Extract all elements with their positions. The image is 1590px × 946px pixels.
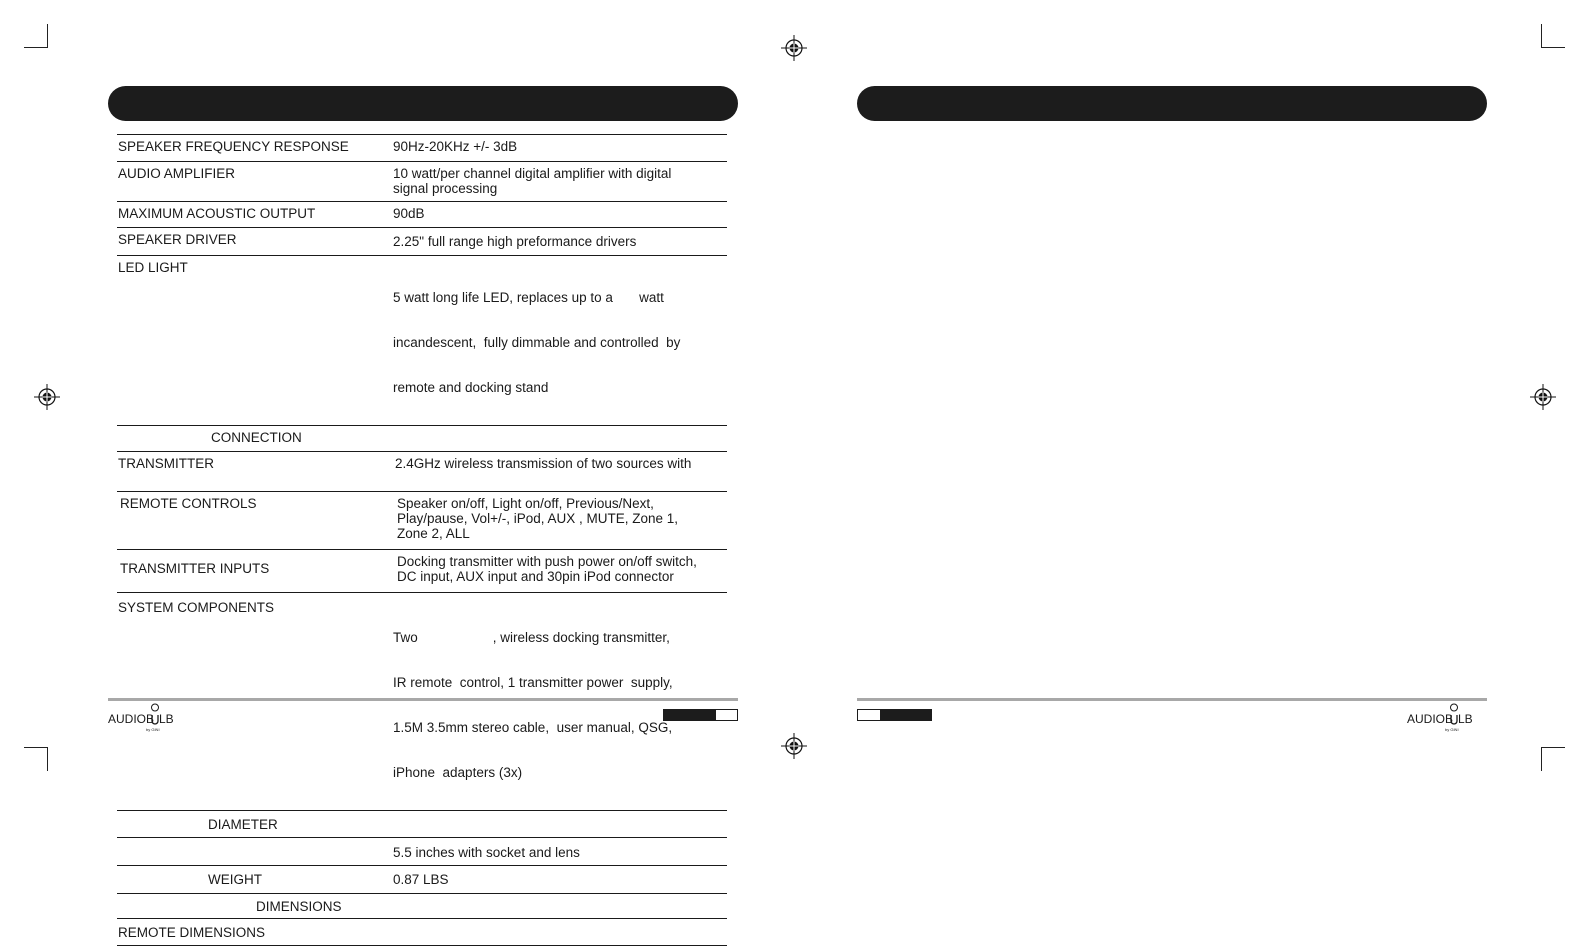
spec-value: 2.4GHz wireless transmission of two sources with — [395, 456, 692, 471]
audiobulb-logo — [1407, 703, 1487, 735]
section-heading: DIAMETER — [208, 817, 278, 832]
svg-text:AUDIOB: AUDIOB — [1407, 712, 1454, 726]
spec-label: REMOTE CONTROLS — [120, 496, 257, 511]
crop-mark — [24, 47, 48, 48]
svg-text:by GINI: by GINI — [1445, 727, 1459, 732]
registration-mark-icon — [1530, 384, 1556, 410]
spec-value-line: Docking transmitter with push power on/off switch, — [397, 554, 697, 569]
right-page-header-bar — [857, 86, 1487, 121]
table-section-row — [117, 894, 727, 919]
spec-label: REMOTE DIMENSIONS — [118, 925, 266, 940]
spec-label: TRANSMITTER INPUTS — [120, 561, 270, 576]
spec-value-line: Two , wireless docking transmitter, — [393, 630, 670, 645]
spec-label: AUDIO AMPLIFIER — [118, 166, 236, 181]
spec-label: TRANSMITTER — [118, 456, 214, 471]
table-row — [117, 866, 727, 894]
svg-text:LB: LB — [159, 712, 174, 726]
spec-value: 90Hz-20KHz +/- 3dB — [393, 139, 518, 154]
crop-mark — [24, 747, 48, 748]
spec-value-line: Play/pause, Vol+/-, iPod, AUX , MUTE, Zone 1, — [397, 511, 679, 526]
crop-mark — [1541, 47, 1565, 48]
spec-label: LED LIGHT — [118, 260, 188, 275]
spec-value-line: iPhone adapters (3x) — [393, 765, 523, 780]
table-row — [117, 162, 727, 202]
right-footer-rule — [857, 698, 1487, 701]
spec-label: SYSTEM COMPONENTS — [118, 600, 275, 615]
table-row — [117, 550, 727, 593]
spec-label: SPEAKER FREQUENCY RESPONSE — [118, 139, 349, 154]
spec-value-line: Speaker on/off, Light on/off, Previous/Next, — [397, 496, 654, 511]
crop-mark — [1541, 747, 1542, 771]
spec-label: MAXIMUM ACOUSTIC OUTPUT — [118, 206, 316, 221]
section-heading: CONNECTION — [211, 430, 302, 445]
svg-text:LB: LB — [1458, 712, 1473, 726]
table-row — [117, 256, 727, 426]
spec-value-line: IR remote control, 1 transmitter power supply, — [393, 675, 673, 690]
spec-value-line: DC input, AUX input and 30pin iPod connector — [397, 569, 674, 584]
spec-label — [118, 838, 392, 842]
registration-mark-icon — [781, 733, 807, 759]
table-row — [117, 202, 727, 228]
crop-mark — [47, 24, 48, 48]
registration-mark-icon — [781, 35, 807, 61]
table-row — [117, 593, 727, 811]
table-row — [117, 838, 727, 866]
spec-value: 2.25" full range high preformance drivers — [393, 234, 637, 249]
table-row — [117, 135, 727, 162]
crop-mark — [1541, 24, 1542, 48]
spec-value: 0.87 LBS — [393, 872, 449, 887]
crop-mark — [1541, 747, 1565, 748]
table-section-row — [117, 426, 727, 452]
section-heading: DIMENSIONS — [256, 899, 342, 914]
spec-value-line: signal processing — [393, 181, 498, 196]
spec-value-line: 1.5M 3.5mm stereo cable, user manual, QSG, — [393, 720, 673, 735]
spec-label: WEIGHT — [208, 872, 262, 887]
spec-value: 90dB — [393, 206, 425, 221]
spec-value-line: 10 watt/per channel digital amplifier with digital — [393, 166, 672, 181]
spec-value-line: Zone 2, ALL — [397, 526, 470, 541]
spec-value-line: remote and docking stand — [393, 380, 549, 395]
table-row — [117, 919, 727, 946]
left-page-header-bar — [108, 86, 738, 121]
table-section-row — [117, 811, 727, 838]
spec-value — [393, 919, 727, 923]
registration-mark-icon — [34, 384, 60, 410]
spec-label: SPEAKER DRIVER — [118, 232, 237, 247]
spec-value-line: incandescent, fully dimmable and controlled by — [393, 335, 681, 350]
table-row — [117, 228, 727, 256]
spec-table — [117, 134, 727, 946]
left-page-number-box — [663, 709, 738, 721]
audiobulb-logo — [108, 703, 188, 735]
table-row — [117, 452, 727, 492]
right-page-number-box — [857, 709, 932, 721]
crop-mark — [47, 747, 48, 771]
spec-value: 5.5 inches with socket and lens — [393, 845, 580, 860]
table-row — [117, 492, 727, 550]
svg-text:AUDIOB: AUDIOB — [108, 712, 155, 726]
spec-value-line: 5 watt long life LED, replaces up to a watt — [393, 290, 664, 305]
svg-text:by GINI: by GINI — [146, 727, 160, 732]
left-footer-rule — [108, 698, 738, 701]
